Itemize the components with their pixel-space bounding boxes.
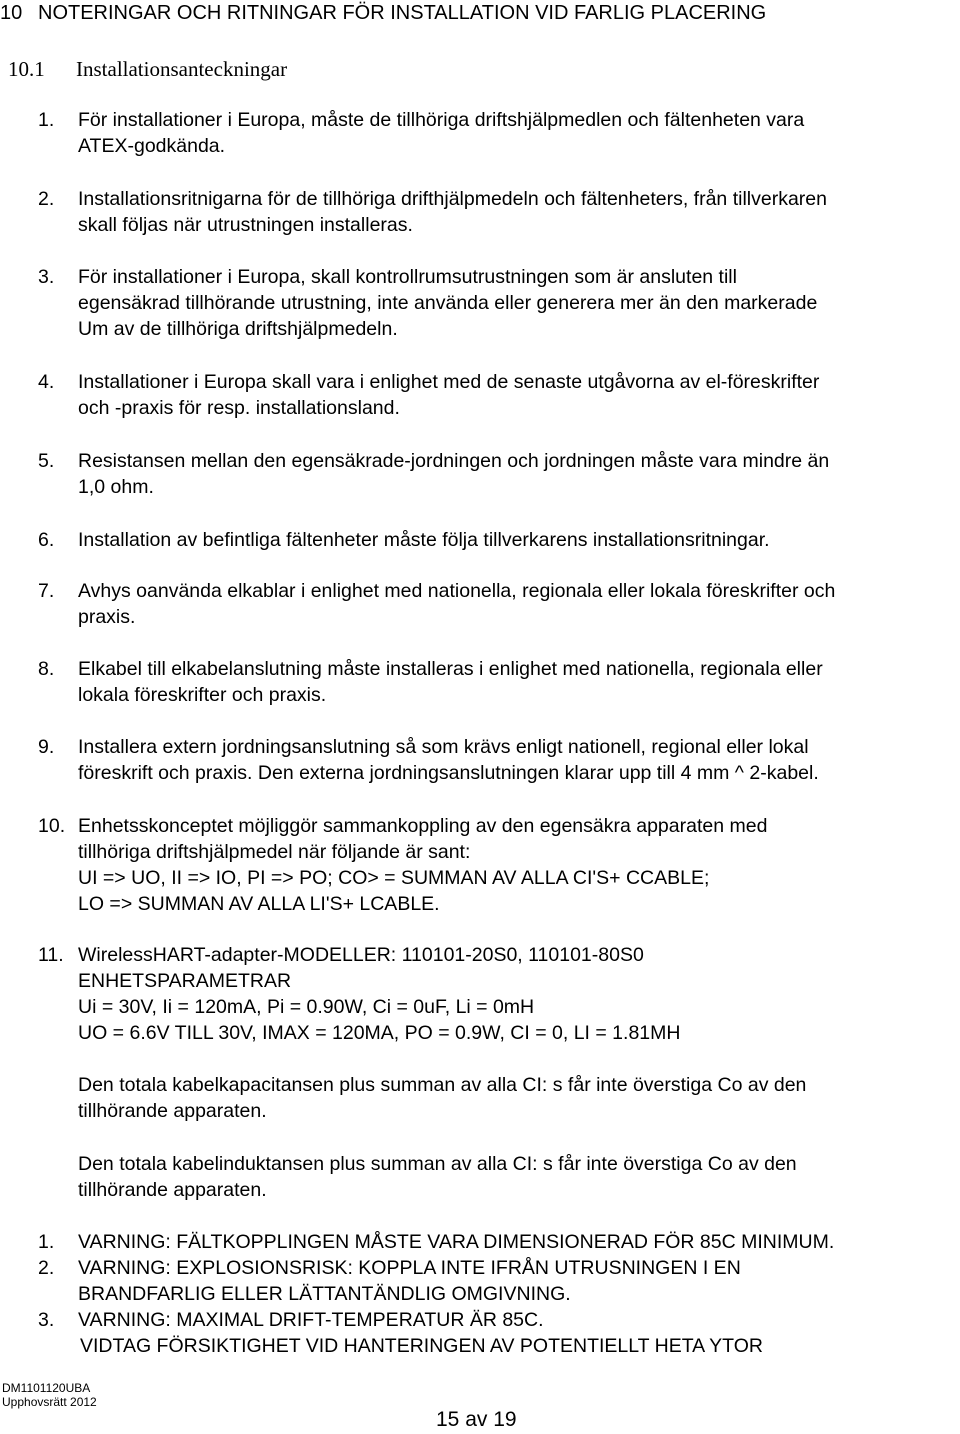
note-line: LO => SUMMAN AV ALLA LI'S+ LCABLE.	[78, 893, 440, 915]
note-line: Den totala kabelinduktansen plus summan av alla CI: s får inte överstiga Co av den	[78, 1153, 797, 1175]
note-line: För installationer i Europa, skall kontrollrumsutrustningen som är ansluten till	[78, 266, 737, 288]
warning-item	[38, 1255, 960, 1307]
note-number: 7.	[38, 580, 55, 602]
note-item	[38, 369, 960, 421]
subsection-heading	[8, 57, 287, 82]
note-item	[38, 527, 960, 553]
note-line: Installationsritnigarna för de tillhöriga drifthjälpmedeln och fältenheters, från tillverkaren	[78, 188, 827, 210]
warning-number: 2.	[38, 1257, 55, 1279]
note-line: Resistansen mellan den egensäkrade-jordningen och jordningen måste vara mindre än	[78, 450, 830, 472]
note-line: UO = 6.6V TILL 30V, IMAX = 120MA, PO = 0.9W, CI = 0, LI = 1.81MH	[78, 1022, 681, 1044]
note-number: 2.	[38, 188, 55, 210]
note-line: Den totala kabelkapacitansen plus summan av alla CI: s får inte överstiga Co av den	[78, 1074, 807, 1096]
note-line: tillhörande apparaten.	[78, 1100, 267, 1122]
note-line: UI => UO, II => IO, PI => PO; CO> = SUMMAN AV ALLA CI'S+ CCABLE;	[78, 867, 710, 889]
note-line: föreskrift och praxis. Den externa jordningsanslutningen klarar upp till 4 mm ^ 2-kabel.	[78, 762, 819, 784]
note-line: För installationer i Europa, måste de tillhöriga driftshjälpmedlen och fältenheten vara	[78, 109, 805, 131]
section-title: NOTERINGAR OCH RITNINGAR FÖR INSTALLATION VID FARLIG PLACERING	[38, 2, 767, 24]
note-line: lokala föreskrifter och praxis.	[78, 684, 327, 706]
warning-item	[38, 1229, 960, 1255]
note-line: Elkabel till elkabelanslutning måste installeras i enlighet med nationella, regionala eller	[78, 658, 823, 680]
note-line: och -praxis för resp. installationsland.	[78, 397, 400, 419]
note-number: 5.	[38, 450, 55, 472]
note-line: Ui = 30V, Ii = 120mA, Pi = 0.90W, Ci = 0uF, Li = 0mH	[78, 996, 535, 1018]
warning-line: VIDTAG FÖRSIKTIGHET VID HANTERINGEN AV POTENTIELLT HETA YTOR	[80, 1335, 763, 1357]
note-item	[38, 942, 960, 1046]
warning-number: 3.	[38, 1309, 55, 1331]
note-line: Avhys oanvända elkablar i enlighet med nationella, regionala eller lokala föreskrifter och	[78, 580, 836, 602]
note-number: 10.	[38, 815, 66, 837]
copyright-line: Upphovsrätt 2012	[2, 1395, 97, 1409]
note-item	[38, 107, 960, 159]
note-item	[38, 448, 960, 500]
note-line: egensäkrad tillhörande utrustning, inte använda eller generera mer än den markerade	[78, 292, 818, 314]
note-number: 3.	[38, 266, 55, 288]
page-number: 15 av 19	[436, 1408, 517, 1431]
note-line: ATEX-godkända.	[78, 135, 226, 157]
note-number: 11.	[38, 944, 64, 966]
note-item	[38, 578, 960, 630]
note-number: 4.	[38, 371, 55, 393]
warning-line: BRANDFARLIG ELLER LÄTTANTÄNDLIG OMGIVNING.	[78, 1283, 571, 1305]
note-line: Enhetsskonceptet möjliggör sammankoppling av den egensäkra apparaten med	[78, 815, 768, 837]
note-number: 8.	[38, 658, 55, 680]
warning-line: VARNING: FÄLTKOPPLINGEN MÅSTE VARA DIMENSIONERAD FÖR 85C MINIMUM.	[78, 1231, 835, 1253]
note-line: Installationer i Europa skall vara i enlighet med de senaste utgåvorna av el-föreskrifter	[78, 371, 820, 393]
note-line: praxis.	[78, 606, 136, 628]
note-line: tillhörande apparaten.	[78, 1179, 267, 1201]
inductance-note	[38, 1151, 960, 1203]
warning-item	[38, 1307, 960, 1359]
note-line: Um av de tillhöriga driftshjälpmedeln.	[78, 318, 398, 340]
note-number: 6.	[38, 529, 55, 551]
capacitance-note	[38, 1072, 960, 1124]
section-number: 10	[0, 2, 23, 24]
warning-line: VARNING: MAXIMAL DRIFT-TEMPERATUR ÄR 85C.	[78, 1309, 544, 1331]
note-item	[38, 264, 960, 342]
subsection-number: 10.1	[8, 57, 45, 81]
warning-line: VARNING: EXPLOSIONSRISK: KOPPLA INTE IFRÅN UTRUSNINGEN I EN	[78, 1257, 741, 1279]
note-line: Installera extern jordningsanslutning så som krävs enligt nationell, regional eller lokal	[78, 736, 809, 758]
section-heading	[0, 2, 766, 25]
footer-doc-info	[2, 1381, 97, 1409]
subsection-title: Installationsanteckningar	[76, 57, 288, 81]
note-line: tillhöriga driftshjälpmedel när följande är sant:	[78, 841, 471, 863]
note-number: 9.	[38, 736, 55, 758]
note-line: skall följas när utrustningen installeras.	[78, 214, 413, 236]
note-item	[38, 656, 960, 708]
note-line: WirelessHART-adapter-MODELLER: 110101-20S0, 110101-80S0	[78, 944, 644, 966]
note-item	[38, 734, 960, 786]
note-item	[38, 186, 960, 238]
note-item	[38, 813, 960, 917]
note-number: 1.	[38, 109, 55, 131]
note-line: ENHETSPARAMETRAR	[78, 970, 292, 992]
warning-number: 1.	[38, 1231, 55, 1253]
note-line: 1,0 ohm.	[78, 476, 154, 498]
document-number: DM1101120UBA	[2, 1381, 91, 1395]
note-line: Installation av befintliga fältenheter måste följa tillverkarens installationsritningar.	[78, 529, 770, 551]
